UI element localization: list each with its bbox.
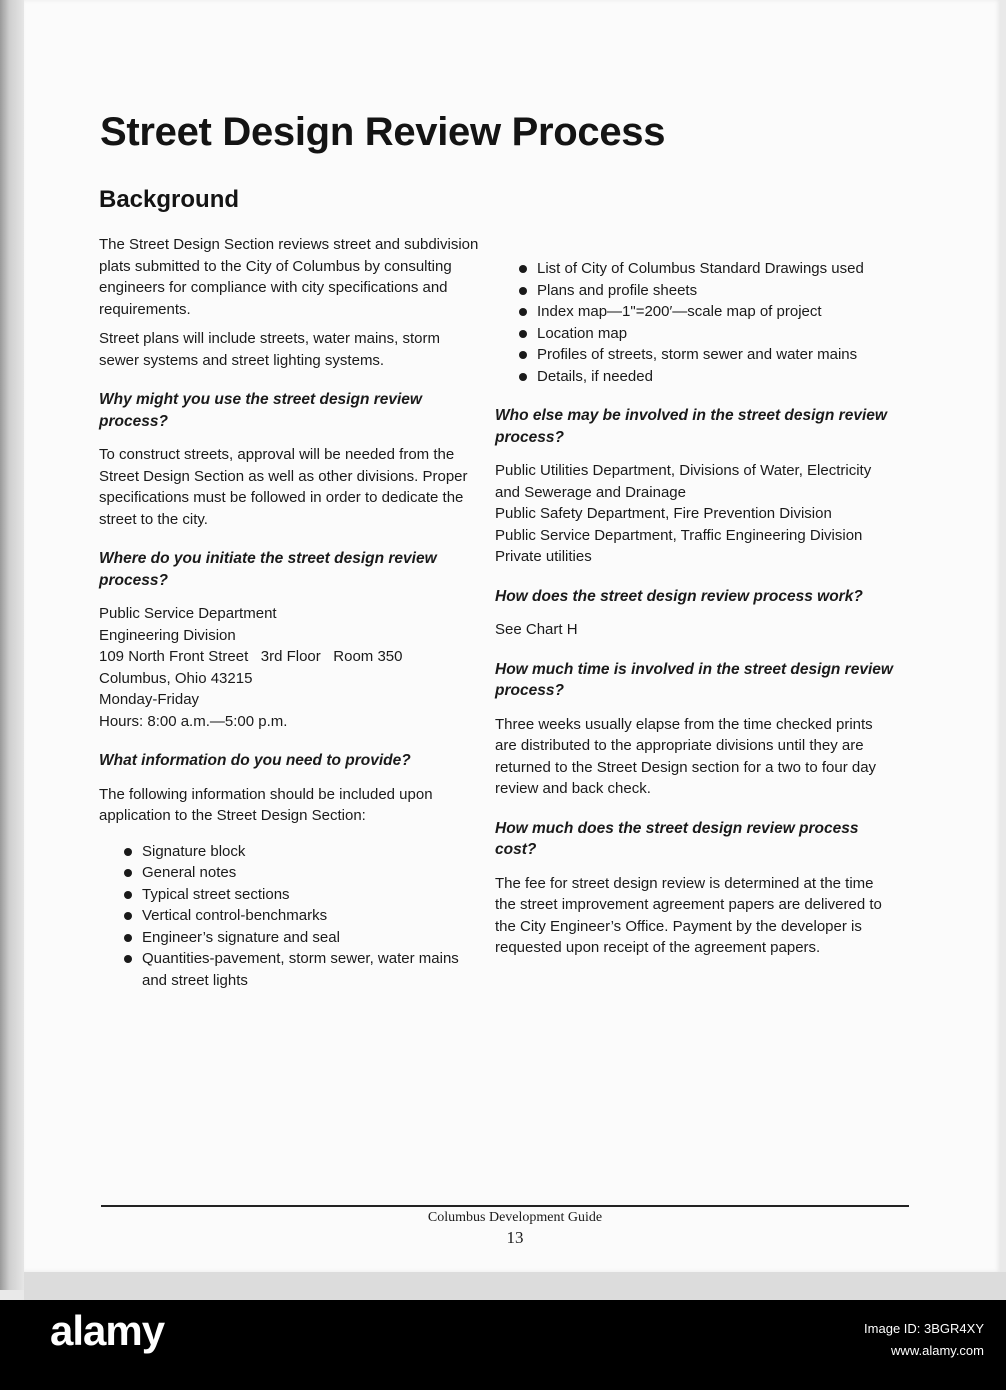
- list-item: List of City of Columbus Standard Drawings used: [495, 258, 895, 280]
- address-line: Monday-Friday: [99, 691, 200, 708]
- address-line: Engineering Division: [99, 626, 236, 644]
- list-item: Typical street sections: [99, 884, 479, 906]
- answer-why: To construct streets, approval will be needed from the Street Design Section as well as other divisions. Proper specifications must be followed in order to dedicate the street to the city.: [99, 446, 468, 528]
- section-heading-background: Background: [99, 186, 240, 213]
- answer-cost: The fee for street design review is determined at the time the street improvement agreement papers are delivered to the City Engineer’s Office. Payment by the developer is requested upon receipt of the agreement papers.: [495, 874, 882, 956]
- agency-line: Public Utilities Department, Divisions of Water, Electricity and Sewerage and Drainage: [495, 462, 872, 501]
- question-time: How much time is involved in the street design review process?: [495, 660, 893, 699]
- watermark-info: [864, 1318, 984, 1362]
- address-line: Columbus, Ohio 43215: [99, 669, 253, 687]
- right-column: [495, 258, 895, 967]
- list-item: Index map—1"=200′—scale map of project: [495, 301, 895, 323]
- intro-paragraph-2: Street plans will include streets, water mains, storm sewer systems and street lighting systems.: [99, 330, 440, 369]
- list-item: Location map: [495, 323, 895, 345]
- agencies-block: [495, 460, 895, 568]
- page-number: 13: [506, 1228, 524, 1247]
- page-underlay: [24, 1272, 1006, 1300]
- required-items-list-continued: [495, 258, 895, 387]
- question-info: What information do you need to provide?: [99, 752, 411, 769]
- intro-paragraph-1: The Street Design Section reviews street and subdivision plats submitted to the City of Columbus by consulting engineers for compliance with city specifications and requirements.: [99, 236, 479, 318]
- question-where: Where do you initiate the street design review process?: [99, 550, 437, 589]
- list-item: Quantities-pavement, storm sewer, water mains and street lights: [99, 948, 479, 991]
- question-why: Why might you use the street design review process?: [99, 391, 422, 430]
- answer-info: The following information should be included upon application to the Street Design Section:: [99, 785, 433, 824]
- question-cost: How much does the street design review process cost?: [495, 819, 859, 858]
- required-items-list: [99, 841, 479, 992]
- question-how: How does the street design review process work?: [495, 587, 863, 605]
- address-line: Hours: 8:00 a.m.—5:00 p.m.: [99, 712, 288, 730]
- address-block: [99, 603, 479, 732]
- footer-rule: [101, 1205, 909, 1207]
- agency-line: Public Service Department, Traffic Engineering Division: [495, 526, 863, 544]
- list-item: Plans and profile sheets: [495, 280, 895, 302]
- image-id-text: Image ID: 3BGR4XY: [864, 1321, 984, 1336]
- scan-edge: [0, 0, 24, 1290]
- agency-line: Private utilities: [495, 548, 592, 565]
- page-title: Street Design Review Process: [100, 110, 666, 154]
- list-item: General notes: [99, 862, 479, 884]
- list-item: Engineer’s signature and seal: [99, 927, 479, 949]
- list-item: Vertical control-benchmarks: [99, 905, 479, 927]
- answer-time: Three weeks usually elapse from the time checked prints are distributed to the appropriate divisions until they are returned to the Street Design section for a two to four day review and back check.: [495, 715, 877, 797]
- address-line: 109 North Front Street 3rd Floor Room 350: [99, 648, 403, 665]
- document-page: [24, 0, 1000, 1272]
- address-line: Public Service Department: [99, 605, 277, 622]
- alamy-logo: alamy: [50, 1307, 165, 1354]
- list-item: Signature block: [99, 841, 479, 863]
- footer-guide-title: Columbus Development Guide: [427, 1210, 603, 1225]
- left-column: [99, 186, 479, 991]
- site-url-text: www.alamy.com: [891, 1343, 984, 1358]
- watermark-band: [0, 1300, 1006, 1390]
- answer-how: See Chart H: [495, 621, 578, 638]
- question-who: Who else may be involved in the street design review process?: [495, 407, 887, 446]
- list-item: Profiles of streets, storm sewer and water mains: [495, 344, 895, 366]
- agency-line: Public Safety Department, Fire Prevention Division: [495, 505, 832, 522]
- list-item: Details, if needed: [495, 366, 895, 388]
